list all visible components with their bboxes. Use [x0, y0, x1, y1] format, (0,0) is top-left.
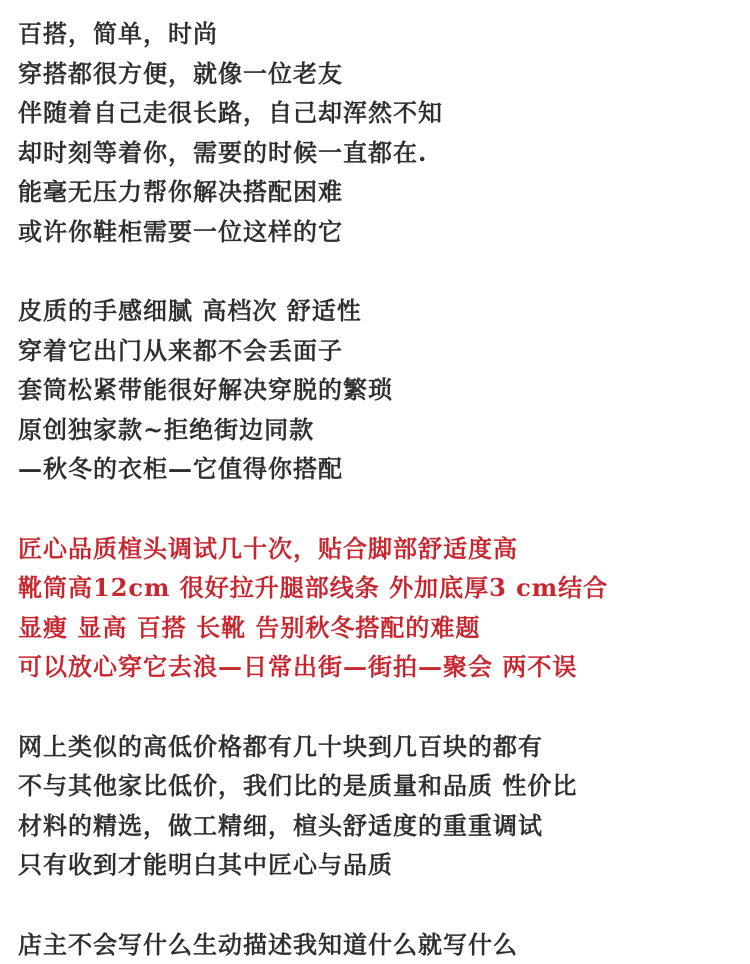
text-line: 店主不会写什么生动描述我知道什么就写什么 [18, 925, 738, 964]
text-line: 皮质的手感细腻 高档次 舒适性 [18, 291, 738, 331]
text-line: 或许你鞋柜需要一位这样的它 [18, 212, 738, 252]
text-line: 材料的精选，做工精细，楦头舒适度的重重调试 [18, 806, 738, 846]
text-line: 网上类似的高低价格都有几十块到几百块的都有 [18, 727, 738, 767]
text-line: 不与其他家比低价，我们比的是质量和品质 性价比 [18, 766, 738, 806]
highlight-line: 显瘦 显高 百搭 长靴 告别秋冬搭配的难题 [18, 608, 738, 648]
product-description [18, 14, 738, 964]
paragraph-quality [18, 291, 738, 489]
text-line: 穿搭都很方便，就像一位老友 [18, 54, 738, 94]
highlight-line: 匠心品质楦头调试几十次，贴合脚部舒适度高 [18, 529, 738, 569]
paragraph-highlight [18, 529, 738, 687]
paragraph-price [18, 727, 738, 885]
text-line: 套筒松紧带能很好解决穿脱的繁琐 [18, 370, 738, 410]
text-line: 伴随着自己走很长路，自己却浑然不知 [18, 93, 738, 133]
paragraph-closing [18, 925, 738, 964]
highlight-line: 靴筒高12cm 很好拉升腿部线条 外加底厚3 cm结合 [18, 568, 738, 608]
text-line: —秋冬的衣柜—它值得你搭配 [18, 449, 738, 489]
text-line: 却时刻等着你，需要的时候一直都在. [18, 133, 738, 173]
paragraph-intro [18, 14, 738, 251]
text-line: 只有收到才能明白其中匠心与品质 [18, 845, 738, 885]
text-line: 能毫无压力帮你解决搭配困难 [18, 172, 738, 212]
highlight-line: 可以放心穿它去浪—日常出街—街拍—聚会 两不误 [18, 647, 738, 687]
text-line: 原创独家款~拒绝街边同款 [18, 410, 738, 450]
text-line: 穿着它出门从来都不会丢面子 [18, 331, 738, 371]
text-line: 百搭，简单，时尚 [18, 14, 738, 54]
